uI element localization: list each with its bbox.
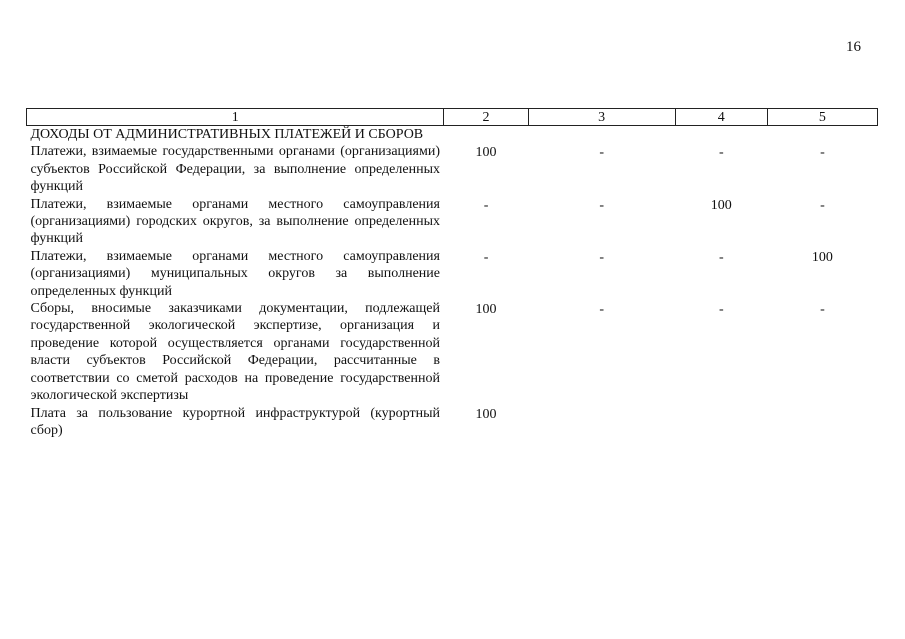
row-value-col3: - — [599, 197, 604, 213]
table-row — [27, 143, 878, 195]
column-header-2: 2 — [444, 109, 528, 126]
row-value-col2: - — [483, 197, 489, 213]
row-value-col5: 100 — [811, 249, 833, 265]
page-number: 16 — [846, 39, 861, 55]
row-value-col3: - — [599, 145, 604, 161]
row-description: Сборы, вносимые заказчиками документации, подлежащей государственной экологической экспертизе, организация и проведение которой осуществляется органами государственной власти субъектов Российской Федерации, рассчитанные в соответствии со сметой расходов на проведение государственной экологической экспертизы — [30, 301, 440, 404]
row-value-col4: - — [718, 249, 724, 265]
column-header-3: 3 — [528, 109, 675, 126]
row-value-col4: - — [718, 302, 724, 318]
row-value-col5: - — [820, 197, 825, 213]
row-value-col3: - — [599, 249, 604, 265]
row-value-col5: - — [820, 302, 825, 318]
section-title-row — [27, 126, 878, 144]
row-value-col5 — [767, 405, 877, 440]
table-header — [27, 109, 878, 126]
row-description: Платежи, взимаемые органами местного самоуправления (организациями) городских округов, за выполнение определенных функций — [30, 196, 440, 247]
row-value-col3 — [528, 405, 675, 440]
row-value-col4: 100 — [710, 197, 732, 213]
row-value-col5: - — [820, 145, 825, 161]
table-row — [27, 405, 878, 440]
row-description: Плата за пользование курортной инфраструктурой (курортный сбор) — [30, 405, 440, 438]
header-row — [27, 109, 878, 126]
column-header-4: 4 — [675, 109, 767, 126]
column-header-5: 5 — [767, 109, 877, 126]
row-value-col2: 100 — [475, 302, 497, 318]
row-value-col4: - — [718, 145, 724, 161]
column-header-1: 1 — [27, 109, 444, 126]
row-value-col2: 100 — [475, 145, 497, 161]
table-row — [27, 300, 878, 404]
row-description: Платежи, взимаемые государственными органами (организациями) субъектов Российской Федерации, за выполнение определенных функций — [30, 144, 440, 195]
row-description: Платежи, взимаемые органами местного самоуправления (организациями) муниципальных округов за выполнение определенных функций — [30, 248, 440, 299]
table-row — [27, 196, 878, 248]
revenue-distribution-table — [26, 108, 878, 439]
section-title: ДОХОДЫ ОТ АДМИНИСТРАТИВНЫХ ПЛАТЕЖЕЙ И СБОРОВ — [30, 127, 424, 142]
row-value-col3: - — [599, 302, 604, 318]
table-body — [27, 126, 878, 440]
row-value-col2: 100 — [475, 406, 497, 422]
row-value-col2: - — [483, 249, 489, 265]
table-row — [27, 248, 878, 300]
row-value-col4 — [675, 405, 767, 440]
